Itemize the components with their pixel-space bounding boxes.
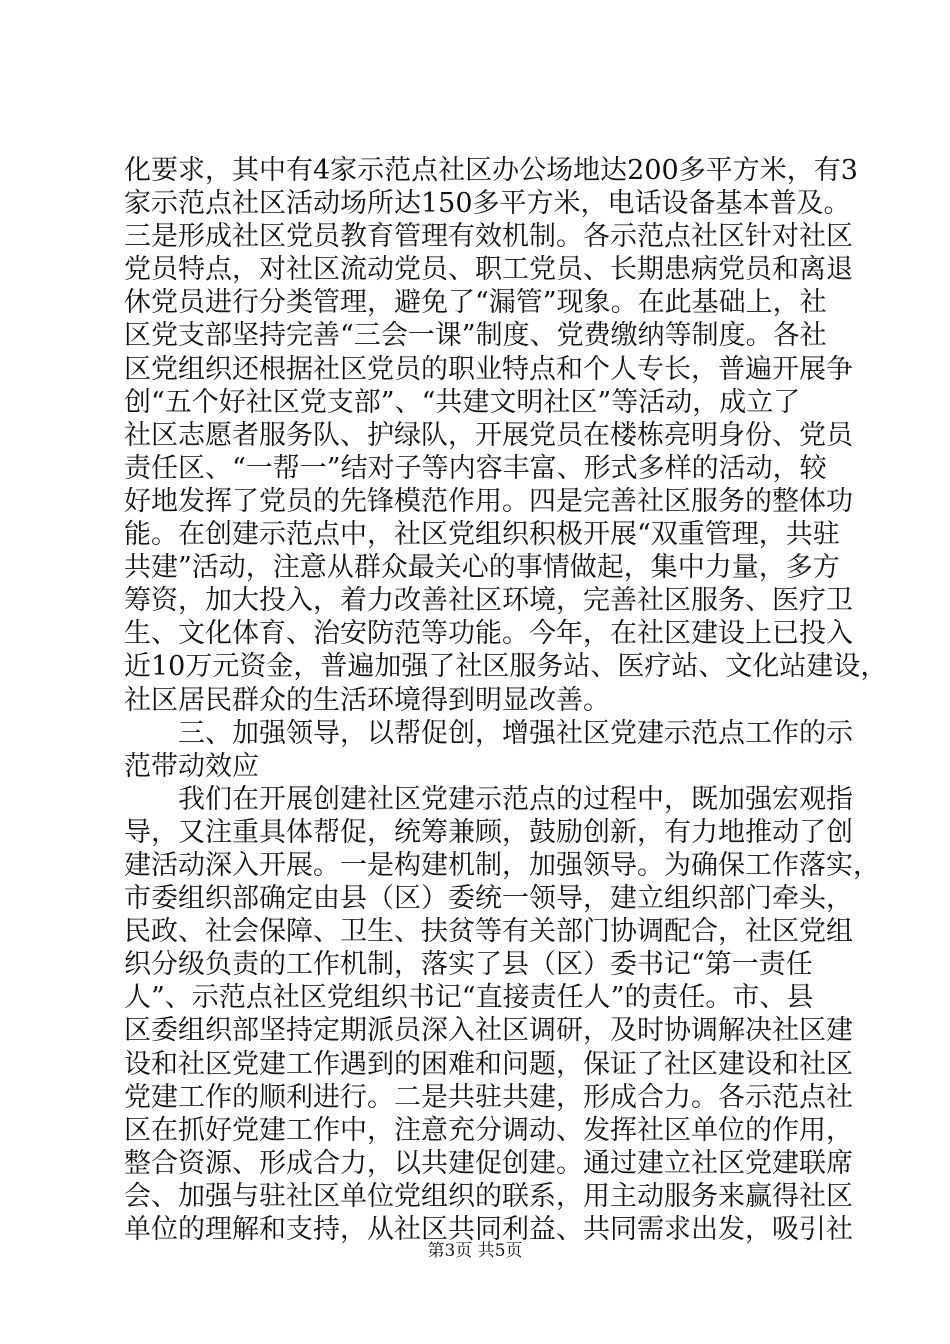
text-line: 好地发挥了党员的先锋模范作用。四是完善社区服务的整体功 [124, 485, 853, 517]
text-line: 区在抓好党建工作中，注意充分调动、发挥社区单位的作用， [124, 1114, 853, 1146]
text-line: 社区居民群众的生活环境得到明显改善。 [124, 684, 610, 716]
page-number-footer: 第3页 共5页 [427, 1241, 523, 1261]
text-line: 家示范点社区活动场所达150多平方米，电话设备基本普及。 [124, 188, 851, 220]
text-line: 党员特点，对社区流动党员、职工党员、长期患病党员和离退 [124, 254, 853, 286]
text-line: 三是形成社区党员教育管理有效机制。各示范点社区针对社区 [124, 221, 853, 253]
text-line: 建活动深入开展。一是构建机制，加强领导。为确保工作落实， [124, 849, 880, 881]
text-line: 休党员进行分类管理，避免了“漏管”现象。在此基础上，社 [124, 287, 827, 319]
text-line: 设和社区党建工作遇到的困难和问题，保证了社区建设和社区 [124, 1048, 853, 1080]
document-body [124, 154, 888, 1246]
text-line: 区委组织部坚持定期派员深入社区调研，及时协调解决社区建 [124, 1015, 853, 1047]
text-line: 区党组织还根据社区党员的职业特点和个人专长，普遍开展争 [124, 353, 853, 385]
text-line: 共建”活动，注意从群众最关心的事情做起，集中力量，多方 [124, 552, 840, 584]
text-line: 导，又注重具体帮促，统筹兼顾，鼓励创新，有力地推动了创 [124, 816, 853, 848]
text-line: 整合资源、形成合力，以共建促创建。通过建立社区党建联席 [124, 1147, 853, 1179]
text-line: 市委组织部确定由县（区）委统一领导，建立组织部门牵头， [124, 883, 853, 915]
text-line: 单位的理解和支持，从社区共同利益、共同需求出发，吸引社 [124, 1214, 853, 1245]
text-line: 人”、示范点社区党组织书记“直接责任人”的责任。市、县 [124, 982, 814, 1014]
text-line: 生、文化体育、治安防范等功能。今年，在社区建设上已投入 [124, 618, 853, 650]
text-line: 创“五个好社区党支部”、“共建文明社区”等活动，成立了 [124, 386, 801, 418]
text-line: 民政、社会保障、卫生、扶贫等有关部门协调配合，社区党组 [124, 916, 853, 948]
section-heading-line: 三、加强领导，以帮促创，增强社区党建示范点工作的示 [124, 717, 853, 749]
text-line: 会、加强与驻社区单位党组织的联系，用主动服务来赢得社区 [124, 1180, 853, 1212]
text-line: 织分级负责的工作机制，落实了县（区）委书记“第一责任 [124, 949, 813, 981]
text-line: 区党支部坚持完善“三会一课”制度、党费缴纳等制度。各社 [124, 320, 827, 352]
text-line: 我们在开展创建社区党建示范点的过程中，既加强宏观指 [124, 783, 853, 815]
text-line: 责任区、“一帮一”结对子等内容丰富、形式多样的活动，较 [124, 452, 827, 484]
text-line: 能。在创建示范点中，社区党组织积极开展“双重管理，共驻 [124, 519, 840, 551]
text-line: 党建工作的顺利进行。二是共驻共建，形成合力。各示范点社 [124, 1081, 853, 1113]
text-line: 近10万元资金，普遍加强了社区服务站、医疗站、文化站建设， [124, 651, 888, 683]
text-line: 社区志愿者服务队、护绿队，开展党员在楼栋亮明身份、党员 [124, 419, 853, 451]
text-line: 化要求，其中有4家示范点社区办公场地达200多平方米，有3 [124, 155, 858, 186]
section-heading-line: 范带动效应 [124, 750, 259, 782]
text-line: 筹资，加大投入，着力改善社区环境，完善社区服务、医疗卫 [124, 585, 853, 617]
